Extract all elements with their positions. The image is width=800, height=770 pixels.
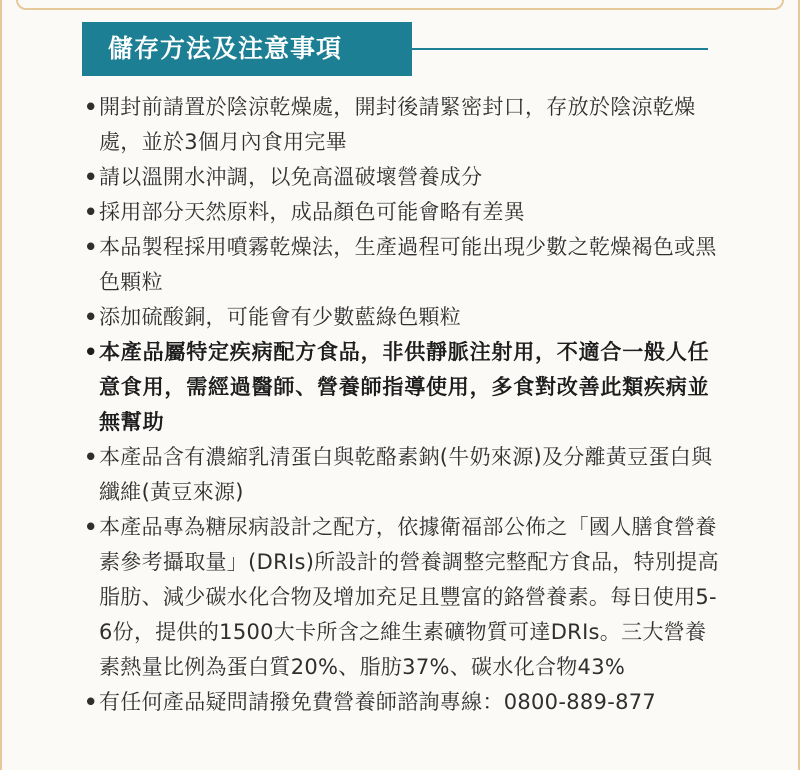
note-text: 本產品專為糖尿病設計之配方，依據衛福部公佈之「國人膳食營養素參考攝取量」(DRIs)所設計的營養調整完整配方食品，特別提高脂肪、減少碳水化合物及增加充足且豐富的鉻營養素。每日使用5-6份，提供的1500大卡所含之維生素礦物質可達DRIs。三大營養素熱量比例為蛋白質20%、脂肪37%、碳水化合物43% [99,515,719,679]
note-text: 請以溫開水沖調，以免高溫破壞營養成分 [99,165,483,189]
bullet-icon: • [84,445,98,469]
bullet-icon: • [84,515,98,539]
header-divider [412,48,708,50]
bullet-icon: • [84,340,99,364]
section-title: 儲存方法及注意事項 [82,22,412,76]
bullet-icon: • [84,200,98,224]
bullet-icon: • [84,165,98,189]
note-item [84,195,724,230]
bullet-icon: • [84,305,98,329]
note-item [84,300,724,335]
note-text: 添加硫酸銅，可能會有少數藍綠色顆粒 [99,305,462,329]
note-item-warning [84,335,724,440]
bullet-icon: • [84,690,98,714]
note-text: 本產品屬特定疾病配方食品，非供靜脈注射用，不適合一般人任意食用，需經過醫師、營養師指導使用，多食對改善此類疾病並無幫助 [99,340,710,434]
note-item [84,230,724,300]
storage-notes-list [84,90,724,720]
page-frame-left [0,0,2,770]
note-item [84,510,724,685]
note-item [84,90,724,160]
note-text: 本產品含有濃縮乳清蛋白與乾酪素鈉(牛奶來源)及分離黃豆蛋白與纖維(黃豆來源) [99,445,713,504]
bullet-icon: • [84,235,98,259]
note-text: 本品製程採用噴霧乾燥法，生產過程可能出現少數之乾燥褐色或黑色顆粒 [99,235,717,294]
note-item [84,160,724,195]
note-item [84,440,724,510]
note-text: 採用部分天然原料，成品顏色可能會略有差異 [99,200,525,224]
bullet-icon: • [84,95,98,119]
page-frame-top [16,0,784,10]
note-text: 開封前請置於陰涼乾燥處，開封後請緊密封口，存放於陰涼乾燥處，並於3個月內食用完畢 [99,95,696,154]
note-item-hotline [84,685,724,720]
section-header [82,22,708,76]
note-text: 有任何產品疑問請撥免費營養師諮詢專線：0800-889-877 [99,690,657,714]
